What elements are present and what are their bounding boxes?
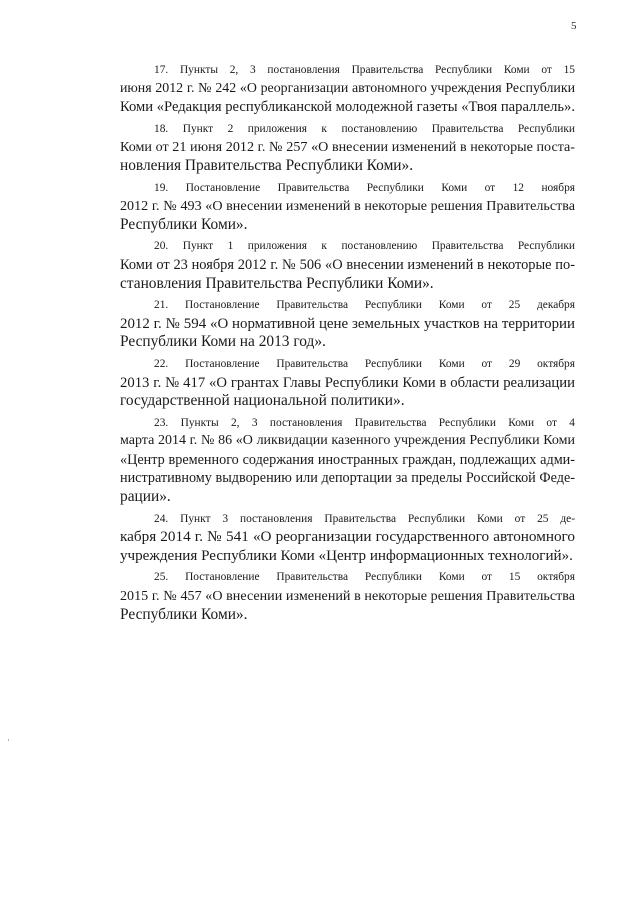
text-line: кабря 2014 г. № 541 «О реорганизации государственного автономного [120, 528, 575, 546]
text-line: Республики Коми». [120, 605, 248, 623]
list-item [86, 296, 575, 352]
text-line: 23. Пункты 2, 3 постановления Правительства Республики Коми от 4 [154, 416, 575, 429]
text-line: июня 2012 г. № 242 «О реорганизации автономного учреждения Республики [120, 80, 575, 96]
list-item [86, 510, 575, 566]
text-line: становления Правительства Республики Коми». [120, 274, 434, 292]
text-line: 24. Пункт 3 постановления Правительства Республики Коми от 25 де- [154, 512, 575, 525]
document-body [86, 61, 575, 627]
list-item [86, 237, 575, 293]
list-item [86, 355, 575, 411]
text-line: Коми от 21 июня 2012 г. № 257 «О внесении изменений в некоторые поста- [120, 139, 575, 156]
page-number: 5 [571, 20, 577, 32]
text-line: 2012 г. № 594 «О нормативной цене земельных участков на территории [120, 315, 575, 332]
text-line: рации». [120, 488, 171, 506]
text-line: «Центр временного содержания иностранных граждан, подлежащих адми- [120, 451, 575, 468]
text-line: 17. Пункты 2, 3 постановления Правительства Республики Коми от 15 [154, 64, 575, 76]
list-item [86, 179, 575, 235]
text-line: 2013 г. № 417 «О грантах Главы Республики Коми в области реализации [120, 374, 575, 391]
text-line: марта 2014 г. № 86 «О ликвидации казенного учреждения Республики Коми [120, 433, 575, 449]
text-line: Коми «Редакция республиканской молодежной газеты «Твоя параллель». [120, 99, 575, 116]
text-line: нистративному выдворению или депортации за пределы Российской Феде- [120, 470, 575, 487]
text-line: 19. Постановление Правительства Республики Коми от 12 ноября [154, 181, 575, 194]
text-line: Республики Коми». [120, 215, 248, 233]
text-line: учреждения Республики Коми «Центр информационных технологий». [120, 547, 573, 564]
text-line: Коми от 23 ноября 2012 г. № 506 «О внесении изменений в некоторые по- [120, 256, 575, 273]
text-line: 21. Постановление Правительства Республики Коми от 25 декабря [154, 299, 575, 312]
text-line: 2015 г. № 457 «О внесении изменений в некоторые решения Правительства [120, 588, 575, 605]
text-line: новления Правительства Республики Коми». [120, 156, 414, 174]
text-line: Республики Коми на 2013 год». [120, 333, 326, 351]
list-item [86, 120, 575, 176]
text-line: 2012 г. № 493 «О внесении изменений в некоторые решения Правительства [120, 198, 575, 215]
list-item [86, 568, 575, 624]
text-line: государственной национальной политики». [120, 392, 405, 410]
list-item [86, 61, 575, 117]
list-item [86, 414, 575, 507]
text-line: 18. Пункт 2 приложения к постановлению Правительства Республики [154, 122, 575, 135]
scan-speck [8, 739, 9, 741]
text-line: 22. Постановление Правительства Республики Коми от 29 октября [154, 357, 575, 370]
text-line: 25. Постановление Правительства Республики Коми от 15 октября [154, 571, 575, 584]
text-line: 20. Пункт 1 приложения к постановлению Правительства Республики [154, 240, 575, 253]
